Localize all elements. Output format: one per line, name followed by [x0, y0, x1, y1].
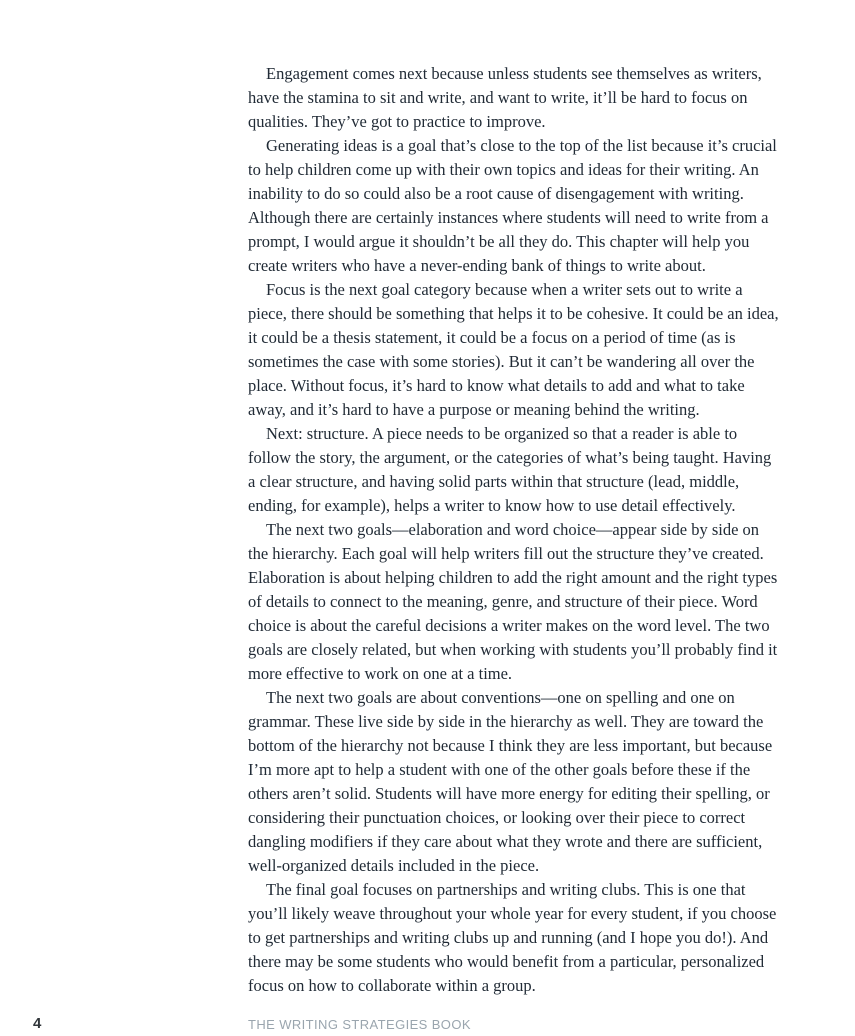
- paragraph-engagement: Engagement comes next because unless students see themselves as writers, have the stamina to sit and write, and want to write, it’ll be hard to focus on qualities. They’ve got to practice to improve.: [248, 64, 762, 131]
- paragraph-conventions: The next two goals are about conventions—one on spelling and one on grammar. These live side by side in the hierarchy as well. They are toward the bottom of the hierarchy not because I think they are less important, but because I’m more apt to help a student with one of the other goals before these if the others aren’t solid. Students will have more energy for editing their spelling, or considering their punctuation choices, or looking over their piece to correct dangling modifiers if they care about what they wrote and there are sufficient, well-organized details included in the piece.: [248, 688, 773, 875]
- page-footer: [0, 1013, 855, 1036]
- paragraph-structure: Next: structure. A piece needs to be organized so that a reader is able to follow the story, the argument, or the categories of what’s being taught. Having a clear structure, and having solid parts within that structure (lead, middle, ending, for example), helps a writer to know how to use detail effectively.: [248, 424, 772, 515]
- paragraph-focus: Focus is the next goal category because when a writer sets out to write a piece, there should be something that helps it to be cohesive. It could be an idea, it could be a thesis statement, it could be a focus on a period of time (as is sometimes the case with some stories). But it can’t be wandering all over the place. Without focus, it’s hard to know what details to add and what to take away, and it’s hard to have a purpose or meaning behind the writing.: [248, 280, 779, 419]
- page-number: 4: [33, 1015, 42, 1032]
- paragraph-elaboration-word-choice: The next two goals—elaboration and word choice—appear side by side on the hierarchy. Each goal will help writers fill out the structure they’ve created. Elaboration is about helping children to add the right amount and the right types of details to connect to the meaning, genre, and structure of their piece. Word choice is about the careful decisions a writer makes on the word level. The two goals are closely related, but when working with students you’ll probably find it more effective to work on one at a time.: [248, 520, 778, 683]
- paragraph-partnerships: The final goal focuses on partnerships and writing clubs. This is one that you’ll likely weave throughout your whole year for every student, if you choose to get partnerships and writing clubs up and running (and I hope you do!). And there may be some students who would benefit from a particular, personalized focus on how to collaborate within a group.: [248, 880, 777, 995]
- running-footer-book-title: THE WRITING STRATEGIES BOOK: [248, 1017, 471, 1032]
- paragraph-generating-ideas: Generating ideas is a goal that’s close to the top of the list because it’s crucial to help children come up with their own topics and ideas for their writing. An inability to do so could also be a root cause of disengagement with writing. Although there are certainly instances where students will need to write from a prompt, I would argue it shouldn’t be all they do. This chapter will help you create writers who have a never-ending bank of things to write about.: [248, 136, 777, 275]
- body-text: [248, 62, 781, 998]
